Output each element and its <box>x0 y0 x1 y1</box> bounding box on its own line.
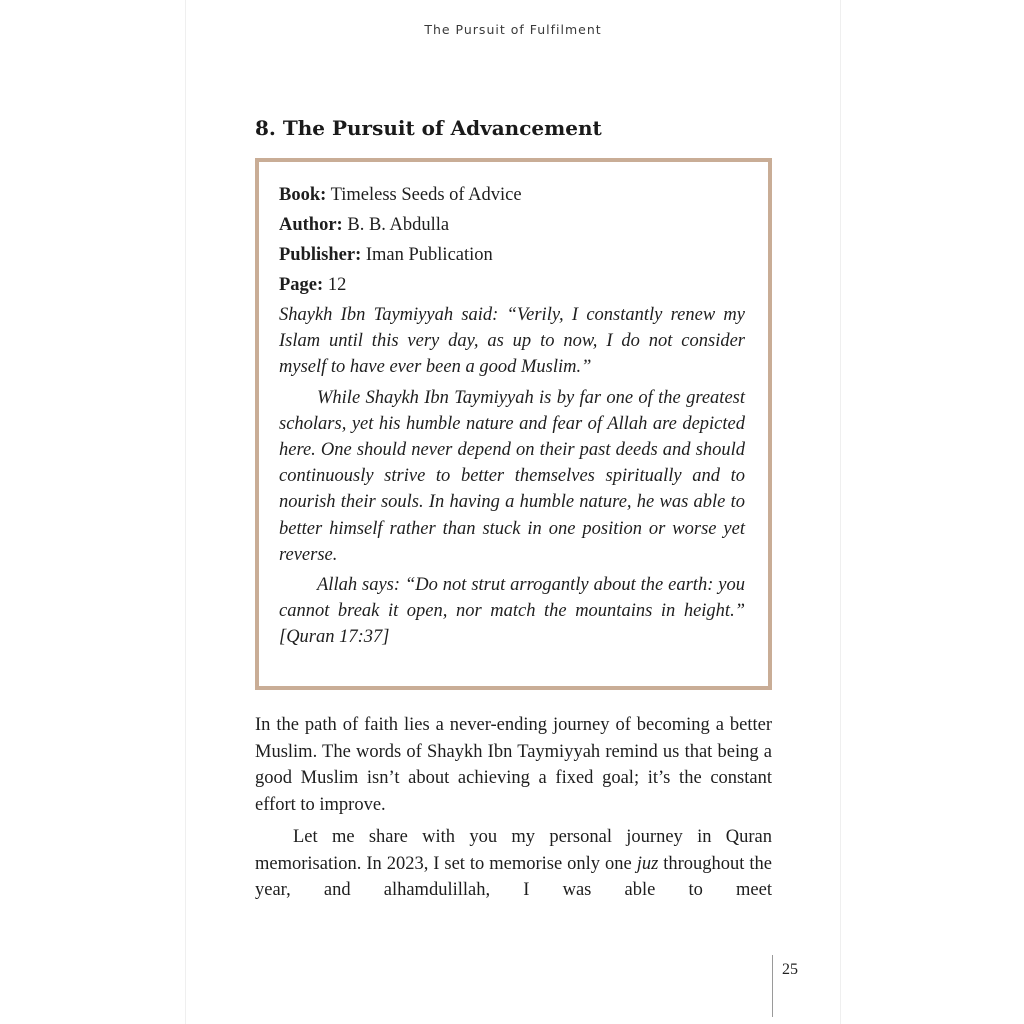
commentary-paragraph: While Shaykh Ibn Taymiyyah is by far one of the greatest scholars, yet his humble nature and fear of Allah are depicted here. One should never depend on their past deeds and should continuously strive to better themselves spiritually and to nourish their souls. In having a humble nature, he was able to better himself rather than stuck in one position or worse yet reverse. <box>279 387 745 565</box>
book-line <box>279 180 745 210</box>
author-name: B. B. Abdulla <box>347 215 450 235</box>
book-title: Timeless Seeds of Advice <box>330 185 522 205</box>
section-title: 8. The Pursuit of Advancement <box>255 116 602 140</box>
book-reference-box <box>255 158 772 690</box>
quote-paragraph: Shaykh Ibn Taymiyyah said: “Verily, I constantly renew my Islam until this very day, as up to now, I do not consider myself to have ever been a good Muslim.” <box>279 305 745 378</box>
author-line <box>279 210 745 240</box>
italic-term: juz <box>636 853 659 874</box>
body-paragraph: In the path of faith lies a never-ending journey of becoming a better Muslim. The words of Shaykh Ibn Taymiyyah remind us that being a good Muslim isn’t about achieving a fixed goal; it’s the constant effort to improve. <box>255 715 772 815</box>
publisher-label: Publisher: <box>279 245 362 265</box>
body-text <box>255 712 772 904</box>
body-text-segment: throughout the year, and alhamdulillah, I was able to meet <box>255 853 773 900</box>
author-label: Author: <box>279 215 343 235</box>
quran-quote-paragraph: Allah says: “Do not strut arrogantly about the earth: you cannot break it open, nor match the mountains in height.” [Quran 17:37] <box>279 575 745 648</box>
page-line <box>279 270 745 300</box>
body-paragraph <box>255 824 772 904</box>
body-text-segment: Let me share with you my personal journey in Quran memorisation. In 2023, I set to memorise only one <box>255 827 772 874</box>
page-reference: 12 <box>327 275 347 295</box>
book-label: Book: <box>279 185 327 205</box>
book-page <box>186 0 840 1024</box>
page-number-divider <box>772 955 773 1017</box>
publisher-line <box>279 240 745 270</box>
publisher-name: Iman Publication <box>365 245 493 265</box>
page-number: 25 <box>782 961 798 978</box>
page-label: Page: <box>279 275 324 295</box>
running-head: The Pursuit of Fulfilment <box>424 22 602 37</box>
